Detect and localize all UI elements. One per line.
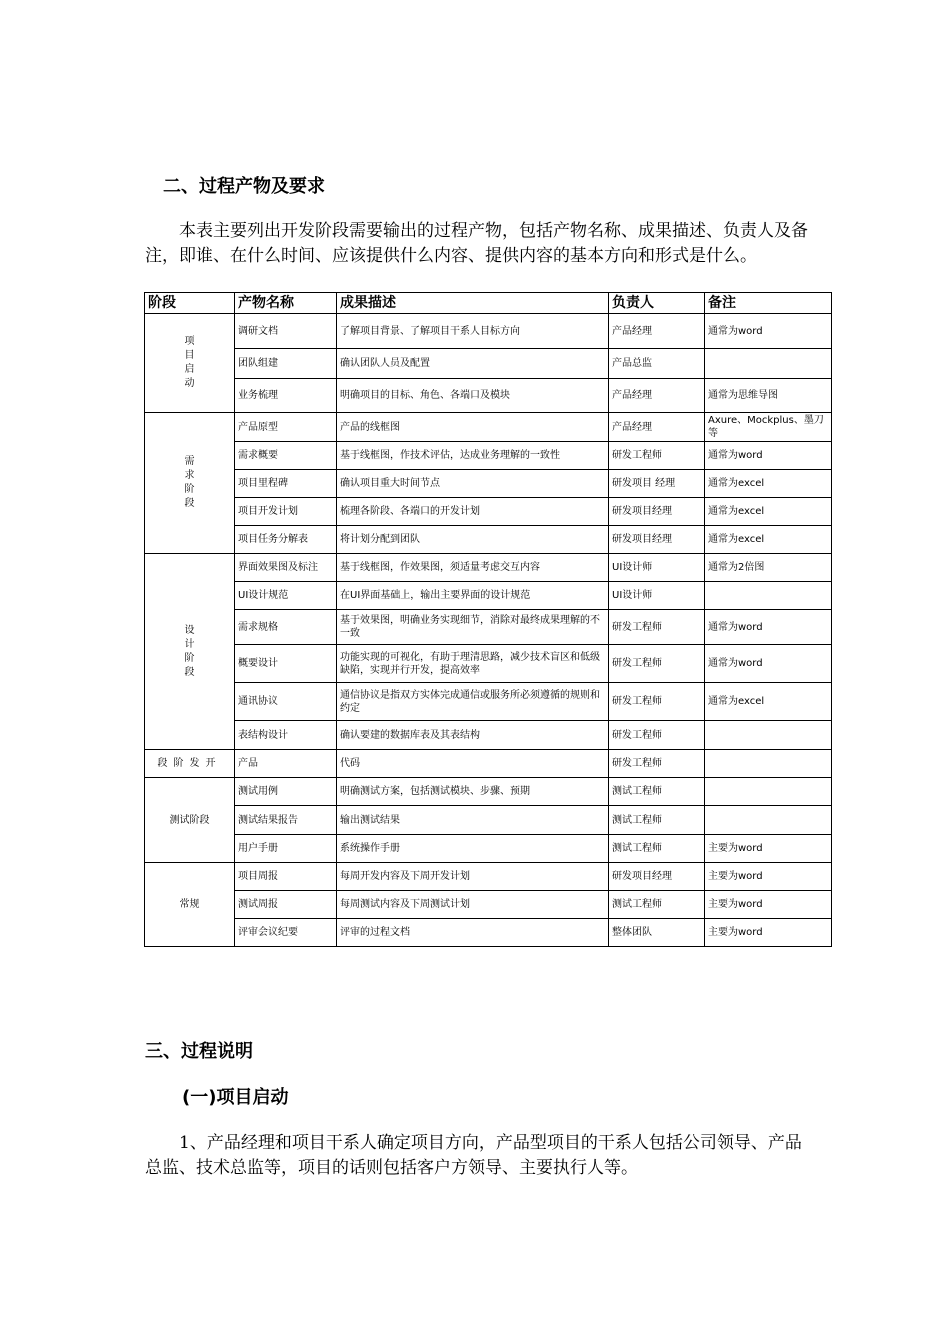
cell-product: 概要设计	[235, 645, 337, 683]
table-row	[145, 645, 832, 683]
header-note: 备注	[705, 293, 832, 314]
cell-note: 通常为word	[705, 645, 832, 683]
cell-product: 测试用例	[235, 778, 337, 806]
intro-paragraph: 本表主要列出开发阶段需要输出的过程产物，包括产物名称、成果描述、负责人及备注，即谁、在什么时间、应该提供什么内容、提供内容的基本方向和形式是什么。	[145, 221, 808, 266]
cell-desc: 评审的过程文档	[337, 919, 609, 947]
cell-note	[705, 349, 832, 379]
section-title-process-description: 三、过程说明	[145, 1041, 253, 1062]
cell-note: 通常为excel	[705, 683, 832, 721]
cell-note	[705, 582, 832, 610]
cell-owner: 测试工程师	[609, 891, 705, 919]
cell-desc: 基于效果图，明确业务实现细节，消除对最终成果理解的不一致	[337, 610, 609, 645]
cell-note: 通常为excel	[705, 526, 832, 554]
table-row	[145, 806, 832, 835]
cell-product: 项目里程碑	[235, 470, 337, 498]
cell-desc: 基于线框图，作效果图，须适量考虑交互内容	[337, 554, 609, 582]
cell-owner: 测试工程师	[609, 835, 705, 863]
table-row	[145, 413, 832, 442]
cell-owner: 研发项目经理	[609, 498, 705, 526]
cell-desc: 基于线框图，作技术评估，达成业务理解的一致性	[337, 442, 609, 470]
cell-owner: 研发工程师	[609, 610, 705, 645]
cell-product: 调研文档	[235, 314, 337, 349]
stage-cell	[145, 314, 235, 413]
cell-owner: 产品总监	[609, 349, 705, 379]
cell-product: 测试结果报告	[235, 806, 337, 835]
cell-desc: 确认团队人员及配置	[337, 349, 609, 379]
table-row	[145, 683, 832, 721]
cell-desc: 明确项目的目标、角色、各端口及模块	[337, 379, 609, 413]
cell-owner: 产品经理	[609, 314, 705, 349]
cell-owner: 研发工程师	[609, 750, 705, 778]
cell-note: Axure、Mockplus、墨刀等	[705, 413, 832, 442]
cell-note	[705, 750, 832, 778]
table-row	[145, 778, 832, 806]
project-start-paragraph: 1、产品经理和项目干系人确定项目方向，产品型项目的干系人包括公司领导、产品总监、技术总监等，项目的话则包括客户方领导、主要执行人等。	[145, 1133, 802, 1178]
cell-note: 主要为word	[705, 919, 832, 947]
process-outputs-table	[144, 292, 832, 947]
stage-label: 设计阶段	[184, 624, 195, 678]
cell-desc: 通信协议是指双方实体完成通信或服务所必须遵循的规则和约定	[337, 683, 609, 721]
subsection-title-project-start: (一)项目启动	[182, 1087, 289, 1108]
cell-desc: 每周测试内容及下周测试计划	[337, 891, 609, 919]
cell-note	[705, 806, 832, 835]
cell-product: 产品原型	[235, 413, 337, 442]
cell-note: 通常为word	[705, 610, 832, 645]
cell-desc: 确认要建的数据库表及其表结构	[337, 721, 609, 750]
table-row	[145, 582, 832, 610]
table-row	[145, 554, 832, 582]
stage-label: 项目启动	[184, 336, 195, 389]
cell-product: 项目任务分解表	[235, 526, 337, 554]
cell-note: 主要为word	[705, 891, 832, 919]
cell-owner: UI设计师	[609, 554, 705, 582]
cell-product: 团队组建	[235, 349, 337, 379]
header-description: 成果描述	[337, 293, 609, 314]
cell-product: 产品	[235, 750, 337, 778]
cell-note: 主要为word	[705, 835, 832, 863]
cell-product: 界面效果图及标注	[235, 554, 337, 582]
cell-owner: 产品经理	[609, 413, 705, 442]
cell-owner: 研发项目 经理	[609, 470, 705, 498]
cell-owner: 整体团队	[609, 919, 705, 947]
table-row	[145, 442, 832, 470]
stage-label: 测试阶段	[169, 814, 210, 826]
header-owner: 负责人	[609, 293, 705, 314]
cell-desc: 输出测试结果	[337, 806, 609, 835]
table-row	[145, 919, 832, 947]
cell-desc: 每周开发内容及下周开发计划	[337, 863, 609, 891]
table-row	[145, 498, 832, 526]
cell-product: 项目周报	[235, 863, 337, 891]
section-title-process-outputs: 二、过程产物及要求	[163, 176, 325, 197]
header-product: 产物名称	[235, 293, 337, 314]
header-stage: 阶段	[145, 293, 235, 314]
stage-label: 常规	[179, 899, 200, 910]
cell-product: 需求规格	[235, 610, 337, 645]
cell-note: 通常为2倍图	[705, 554, 832, 582]
cell-product: 用户手册	[235, 835, 337, 863]
table-row	[145, 379, 832, 413]
table-row	[145, 349, 832, 379]
cell-note: 通常为word	[705, 442, 832, 470]
table-row	[145, 526, 832, 554]
table-row	[145, 835, 832, 863]
cell-desc: 将计划分配到团队	[337, 526, 609, 554]
cell-note	[705, 721, 832, 750]
cell-owner: 测试工程师	[609, 806, 705, 835]
stage-cell	[145, 750, 235, 778]
cell-owner: 测试工程师	[609, 778, 705, 806]
cell-desc: 产品的线框图	[337, 413, 609, 442]
cell-product: 项目开发计划	[235, 498, 337, 526]
table-row	[145, 721, 832, 750]
cell-note: 通常为思维导图	[705, 379, 832, 413]
cell-owner: 研发项目经理	[609, 863, 705, 891]
cell-owner: 研发工程师	[609, 721, 705, 750]
cell-note: 主要为word	[705, 863, 832, 891]
cell-owner: 研发项目经理	[609, 526, 705, 554]
cell-desc: 明确测试方案，包括测试模块、步骤、预期	[337, 778, 609, 806]
table-row	[145, 470, 832, 498]
stage-cell	[145, 413, 235, 554]
cell-desc: 系统操作手册	[337, 835, 609, 863]
cell-desc: 功能实现的可视化，有助于理清思路，减少技术盲区和低级缺陷，实现并行开发，提高效率	[337, 645, 609, 683]
cell-product: 测试周报	[235, 891, 337, 919]
table-row	[145, 863, 832, 891]
cell-desc: 了解项目背景、了解项目干系人目标方向	[337, 314, 609, 349]
table-row	[145, 750, 832, 778]
cell-product: 需求概要	[235, 442, 337, 470]
cell-owner: 研发工程师	[609, 683, 705, 721]
cell-product: 表结构设计	[235, 721, 337, 750]
cell-desc: 确认项目重大时间节点	[337, 470, 609, 498]
cell-product: 评审会议纪要	[235, 919, 337, 947]
stage-cell	[145, 863, 235, 947]
cell-owner: 研发工程师	[609, 645, 705, 683]
cell-desc: 在UI界面基础上，输出主要界面的设计规范	[337, 582, 609, 610]
cell-product: 通讯协议	[235, 683, 337, 721]
cell-note: 通常为excel	[705, 470, 832, 498]
table-header-row	[145, 293, 832, 314]
cell-product: 业务梳理	[235, 379, 337, 413]
stage-cell	[145, 554, 235, 750]
stage-label: 段阶发开	[157, 758, 222, 769]
table-row	[145, 314, 832, 349]
cell-owner: UI设计师	[609, 582, 705, 610]
cell-owner: 研发工程师	[609, 442, 705, 470]
cell-desc: 梳理各阶段、各端口的开发计划	[337, 498, 609, 526]
cell-owner: 产品经理	[609, 379, 705, 413]
stage-label: 需求阶段	[184, 456, 195, 509]
cell-note	[705, 778, 832, 806]
cell-desc: 代码	[337, 750, 609, 778]
cell-product: UI设计规范	[235, 582, 337, 610]
table-row	[145, 891, 832, 919]
cell-note: 通常为word	[705, 314, 832, 349]
table-row	[145, 610, 832, 645]
stage-cell	[145, 778, 235, 863]
cell-note: 通常为excel	[705, 498, 832, 526]
